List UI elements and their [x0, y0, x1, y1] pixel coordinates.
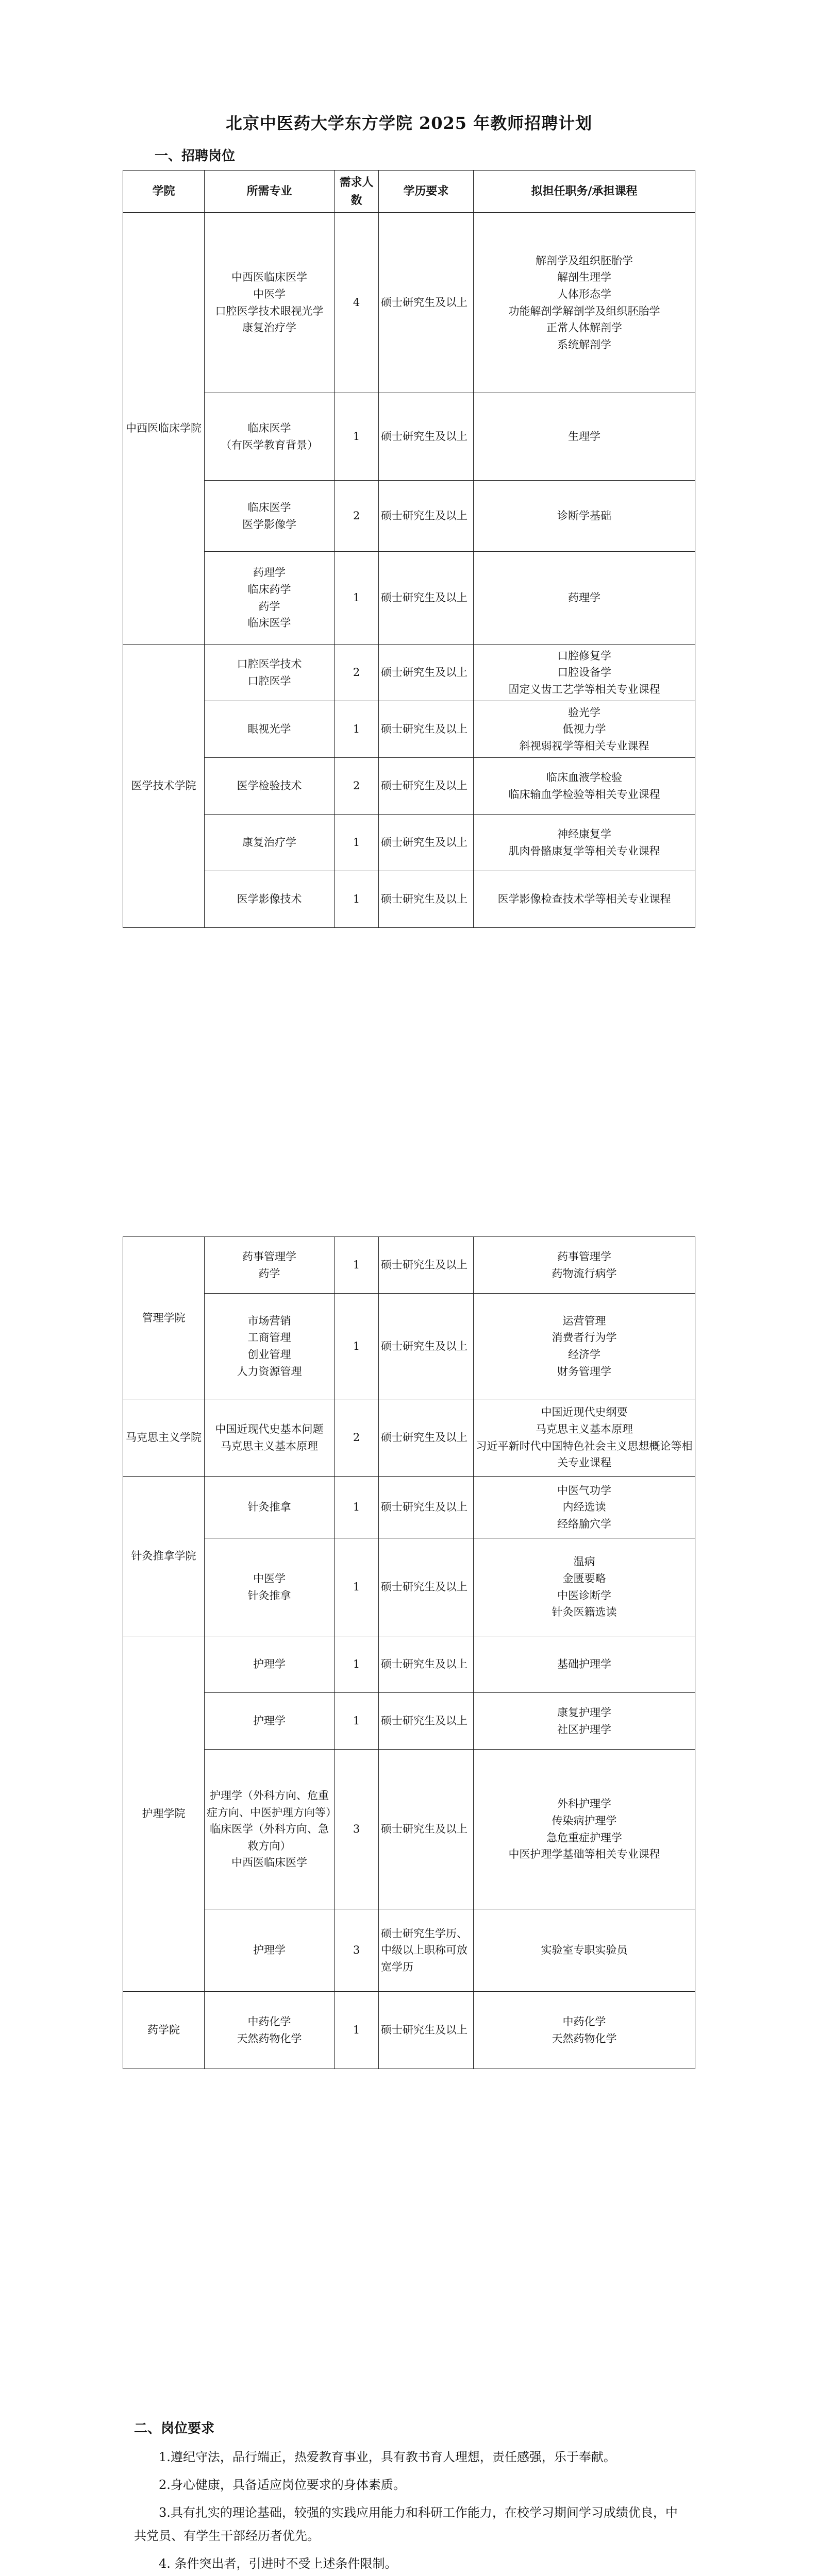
count-cell: 1 [335, 1237, 379, 1294]
table-row [123, 1294, 695, 1399]
education-cell: 硕士研究生学历、中级以上职称可放宽学历 [379, 1909, 474, 1992]
courses-cell [474, 1477, 695, 1538]
courses-cell [474, 213, 695, 393]
courses-cell [474, 1237, 695, 1294]
section-heading-positions: 一、招聘岗位 [155, 148, 236, 164]
major-cell [205, 758, 335, 815]
count-cell: 2 [335, 645, 379, 701]
courses-cell-line: 口腔设备学 [557, 666, 611, 679]
courses-cell-line: 斜视弱视学等相关专业课程 [519, 739, 649, 752]
major-cell-line: 医学影像学 [242, 518, 296, 531]
major-cell [205, 815, 335, 871]
courses-cell-line: 验光学 [568, 706, 600, 719]
education-cell: 硕士研究生及以上 [379, 758, 474, 815]
table-row [123, 1693, 695, 1750]
major-cell-line: 市场营销 [247, 1314, 291, 1327]
major-cell [205, 1399, 335, 1477]
column-header: 需求人数 [335, 171, 379, 213]
major-cell-line: 针灸推拿 [247, 1589, 291, 1602]
major-cell [205, 1636, 335, 1693]
count-cell: 3 [335, 1909, 379, 1992]
table-row [123, 1399, 695, 1477]
table-row [123, 1538, 695, 1636]
courses-cell-line: 经络腧穴学 [557, 1517, 611, 1530]
courses-cell-line: 经济学 [568, 1348, 600, 1361]
education-cell: 硕士研究生及以上 [379, 481, 474, 552]
courses-cell [474, 1538, 695, 1636]
major-cell [205, 1909, 335, 1992]
courses-cell-line: 传染病护理学 [552, 1814, 617, 1827]
major-cell-line: 临床医学（外科方向、急救方向） [210, 1823, 329, 1852]
courses-cell-line: 社区护理学 [557, 1723, 611, 1736]
table-row [123, 393, 695, 481]
major-cell-line: 中国近现代史基本问题 [215, 1422, 324, 1435]
major-cell-line: 天然药物化学 [237, 2032, 302, 2045]
count-cell: 1 [335, 1636, 379, 1693]
count-cell: 2 [335, 758, 379, 815]
table-row [123, 645, 695, 701]
major-cell [205, 1237, 335, 1294]
courses-cell-line: 财务管理学 [557, 1365, 611, 1378]
count-cell: 1 [335, 1538, 379, 1636]
courses-cell [474, 1992, 695, 2069]
requirement-item: 4. 条件突出者，引进时不受上述条件限制。 [159, 2556, 397, 2571]
courses-cell-line: 实验室专职实验员 [541, 1944, 628, 1957]
education-cell: 硕士研究生及以上 [379, 871, 474, 928]
major-cell-line: 工商管理 [247, 1331, 291, 1344]
table-row [123, 1237, 695, 1294]
count-cell: 1 [335, 552, 379, 645]
education-cell: 硕士研究生及以上 [379, 1992, 474, 2069]
major-cell [205, 1693, 335, 1750]
courses-cell-line: 正常人体解剖学 [546, 321, 622, 334]
count-cell: 1 [335, 1294, 379, 1399]
column-header: 拟担任职务/承担课程 [474, 171, 695, 213]
major-cell [205, 552, 335, 645]
courses-cell-line: 运营管理 [562, 1314, 606, 1327]
count-cell: 1 [335, 1477, 379, 1538]
count-cell: 4 [335, 213, 379, 393]
table-row [123, 552, 695, 645]
major-cell-line: 临床医学 [247, 617, 291, 630]
education-cell: 硕士研究生及以上 [379, 1399, 474, 1477]
courses-cell-line: 消费者行为学 [552, 1331, 617, 1344]
courses-cell-line: 中医气功学 [557, 1484, 611, 1497]
college-cell: 药学院 [123, 1992, 205, 2069]
courses-cell-line: 口腔修复学 [557, 649, 611, 662]
college-cell: 马克思主义学院 [123, 1399, 205, 1477]
count-cell: 1 [335, 1992, 379, 2069]
major-cell-line: 口腔医学技术眼视光学 [215, 304, 324, 317]
education-cell: 硕士研究生及以上 [379, 1237, 474, 1294]
major-cell-line: 中医学 [253, 287, 286, 300]
table-row [123, 815, 695, 871]
courses-cell-line: 急危重症护理学 [546, 1831, 622, 1844]
recruitment-table-part1 [123, 170, 695, 928]
count-cell: 1 [335, 871, 379, 928]
education-cell: 硕士研究生及以上 [379, 1636, 474, 1693]
major-cell-line: 中药化学 [247, 2015, 291, 2028]
major-cell-line: 眼视光学 [247, 723, 291, 736]
major-cell-line: 护理学 [253, 1658, 286, 1671]
major-cell [205, 1538, 335, 1636]
courses-cell-line: 中国近现代史纲要 [541, 1406, 628, 1419]
education-cell: 硕士研究生及以上 [379, 815, 474, 871]
college-cell: 管理学院 [123, 1237, 205, 1399]
courses-cell [474, 1693, 695, 1750]
education-cell: 硕士研究生及以上 [379, 1294, 474, 1399]
courses-cell-line: 天然药物化学 [552, 2032, 617, 2045]
major-cell-line: 康复治疗学 [242, 321, 296, 334]
table-row [123, 871, 695, 928]
requirements-section [134, 2416, 680, 2576]
courses-cell-line: 医学影像检查技术学等相关专业课程 [497, 893, 671, 906]
courses-cell-line: 习近平新时代中国特色社会主义思想概论等相关专业课程 [476, 1439, 693, 1469]
requirement-item: 1.遵纪守法，品行端正，热爱教育事业，具有教书育人理想，责任感强，乐于奉献。 [159, 2450, 616, 2465]
major-cell [205, 871, 335, 928]
college-cell: 针灸推拿学院 [123, 1477, 205, 1636]
table-row [123, 1477, 695, 1538]
education-cell: 硕士研究生及以上 [379, 1477, 474, 1538]
courses-cell [474, 645, 695, 701]
major-cell [205, 1750, 335, 1909]
courses-cell-line: 中医诊断学 [557, 1589, 611, 1602]
major-cell-line: 马克思主义基本原理 [221, 1439, 318, 1452]
courses-cell [474, 552, 695, 645]
courses-cell-line: 肌肉骨骼康复学等相关专业课程 [508, 844, 660, 857]
courses-cell-line: 金匮要略 [562, 1572, 606, 1585]
courses-cell-line: 临床输血学检验等相关专业课程 [508, 788, 660, 801]
table-row [123, 1909, 695, 1992]
table-row [123, 1992, 695, 2069]
courses-cell-line: 药物流行病学 [552, 1267, 617, 1280]
major-cell [205, 393, 335, 481]
major-cell-line: 针灸推拿 [247, 1501, 291, 1514]
major-cell [205, 1294, 335, 1399]
education-cell: 硕士研究生及以上 [379, 701, 474, 758]
courses-cell [474, 481, 695, 552]
courses-cell-line: 基础护理学 [557, 1658, 611, 1671]
courses-cell-line: 系统解剖学 [557, 338, 611, 351]
education-cell: 硕士研究生及以上 [379, 1538, 474, 1636]
major-cell-line: 药学 [258, 1267, 280, 1280]
education-cell: 硕士研究生及以上 [379, 552, 474, 645]
major-cell-line: 护理学 [253, 1715, 286, 1727]
courses-cell [474, 701, 695, 758]
major-cell-line: 药理学 [253, 566, 286, 579]
courses-cell-line: 低视力学 [562, 723, 606, 736]
table-row [123, 481, 695, 552]
major-cell-line: 护理学（外科方向、危重症方向、中医护理方向等） [207, 1789, 337, 1819]
courses-cell-line: 人体形态学 [557, 287, 611, 300]
table-row [123, 1750, 695, 1909]
major-cell-line: 医学影像技术 [237, 893, 302, 906]
education-cell: 硕士研究生及以上 [379, 645, 474, 701]
major-cell-line: 口腔医学技术 [237, 657, 302, 670]
courses-cell [474, 1909, 695, 1992]
count-cell: 1 [335, 393, 379, 481]
courses-cell-line: 中药化学 [562, 2015, 606, 2028]
courses-cell [474, 871, 695, 928]
courses-cell [474, 1750, 695, 1909]
major-cell-line: 口腔医学 [247, 674, 291, 687]
courses-cell-line: 固定义齿工艺学等相关专业课程 [508, 683, 660, 696]
major-cell-line: 中西医临床医学 [231, 1856, 307, 1869]
count-cell: 3 [335, 1750, 379, 1909]
count-cell: 1 [335, 815, 379, 871]
column-header: 所需专业 [205, 171, 335, 213]
major-cell [205, 1992, 335, 2069]
major-cell [205, 213, 335, 393]
table-row [123, 758, 695, 815]
table-row [123, 213, 695, 393]
requirement-item: 2.身心健康，具备适应岗位要求的身体素质。 [159, 2477, 406, 2492]
table-row [123, 701, 695, 758]
courses-cell [474, 393, 695, 481]
courses-cell [474, 815, 695, 871]
education-cell: 硕士研究生及以上 [379, 213, 474, 393]
major-cell-line: 临床医学 [247, 421, 291, 434]
column-header: 学院 [123, 171, 205, 213]
major-cell-line: 康复治疗学 [242, 836, 296, 849]
major-cell-line: 中医学 [253, 1572, 286, 1585]
major-cell [205, 481, 335, 552]
major-cell-line: 临床药学 [247, 583, 291, 596]
college-cell: 医学技术学院 [123, 645, 205, 928]
count-cell: 2 [335, 1399, 379, 1477]
major-cell-line: 创业管理 [247, 1348, 291, 1361]
courses-cell-line: 解剖学及组织胚胎学 [536, 254, 633, 267]
major-cell [205, 701, 335, 758]
courses-cell-line: 神经康复学 [557, 827, 611, 840]
courses-cell-line: 生理学 [568, 430, 600, 443]
table-row [123, 1636, 695, 1693]
courses-cell-line: 解剖生理学 [557, 271, 611, 284]
courses-cell [474, 1636, 695, 1693]
courses-cell-line: 诊断学基础 [557, 510, 611, 522]
courses-cell-line: 临床血液学检验 [546, 771, 622, 784]
education-cell: 硕士研究生及以上 [379, 393, 474, 481]
requirement-item: 3.具有扎实的理论基础，较强的实践应用能力和科研工作能力，在校学习期间学习成绩优良，中共党员、有学生干部经历者优先。 [134, 2505, 678, 2544]
courses-cell-line: 马克思主义基本原理 [536, 1422, 633, 1435]
major-cell-line: 护理学 [253, 1944, 286, 1957]
count-cell: 2 [335, 481, 379, 552]
courses-cell-line: 药理学 [568, 591, 600, 604]
table-header-row [123, 171, 695, 213]
major-cell [205, 645, 335, 701]
courses-cell [474, 758, 695, 815]
major-cell-line: 中西医临床医学 [231, 271, 307, 284]
major-cell-line: 药事管理学 [242, 1250, 296, 1263]
courses-cell-line: 药事管理学 [557, 1250, 611, 1263]
education-cell: 硕士研究生及以上 [379, 1750, 474, 1909]
courses-cell-line: 康复护理学 [557, 1706, 611, 1719]
major-cell-line: 医学检验技术 [237, 779, 302, 792]
courses-cell-line: 功能解剖学解剖学及组织胚胎学 [508, 304, 660, 317]
college-cell: 护理学院 [123, 1636, 205, 1992]
major-cell-line: （有医学教育背景） [221, 438, 318, 451]
education-cell: 硕士研究生及以上 [379, 1693, 474, 1750]
college-cell: 中西医临床学院 [123, 213, 205, 645]
section-heading-requirements: 二、岗位要求 [134, 2421, 215, 2436]
courses-cell-line: 针灸医籍选读 [552, 1606, 617, 1619]
major-cell-line: 药学 [258, 600, 280, 613]
column-header: 学历要求 [379, 171, 474, 213]
courses-cell [474, 1399, 695, 1477]
count-cell: 1 [335, 1693, 379, 1750]
courses-cell [474, 1294, 695, 1399]
courses-cell-line: 外科护理学 [557, 1798, 611, 1810]
courses-cell-line: 内经选读 [562, 1501, 606, 1514]
page-title: 北京中医药大学东方学院 2025 年教师招聘计划 [225, 113, 593, 133]
recruitment-table-part2 [123, 1236, 695, 2069]
major-cell [205, 1477, 335, 1538]
major-cell-line: 临床医学 [247, 501, 291, 514]
courses-cell-line: 中医护理学基础等相关专业课程 [508, 1848, 660, 1861]
major-cell-line: 人力资源管理 [237, 1365, 302, 1378]
count-cell: 1 [335, 701, 379, 758]
courses-cell-line: 温病 [573, 1555, 595, 1568]
